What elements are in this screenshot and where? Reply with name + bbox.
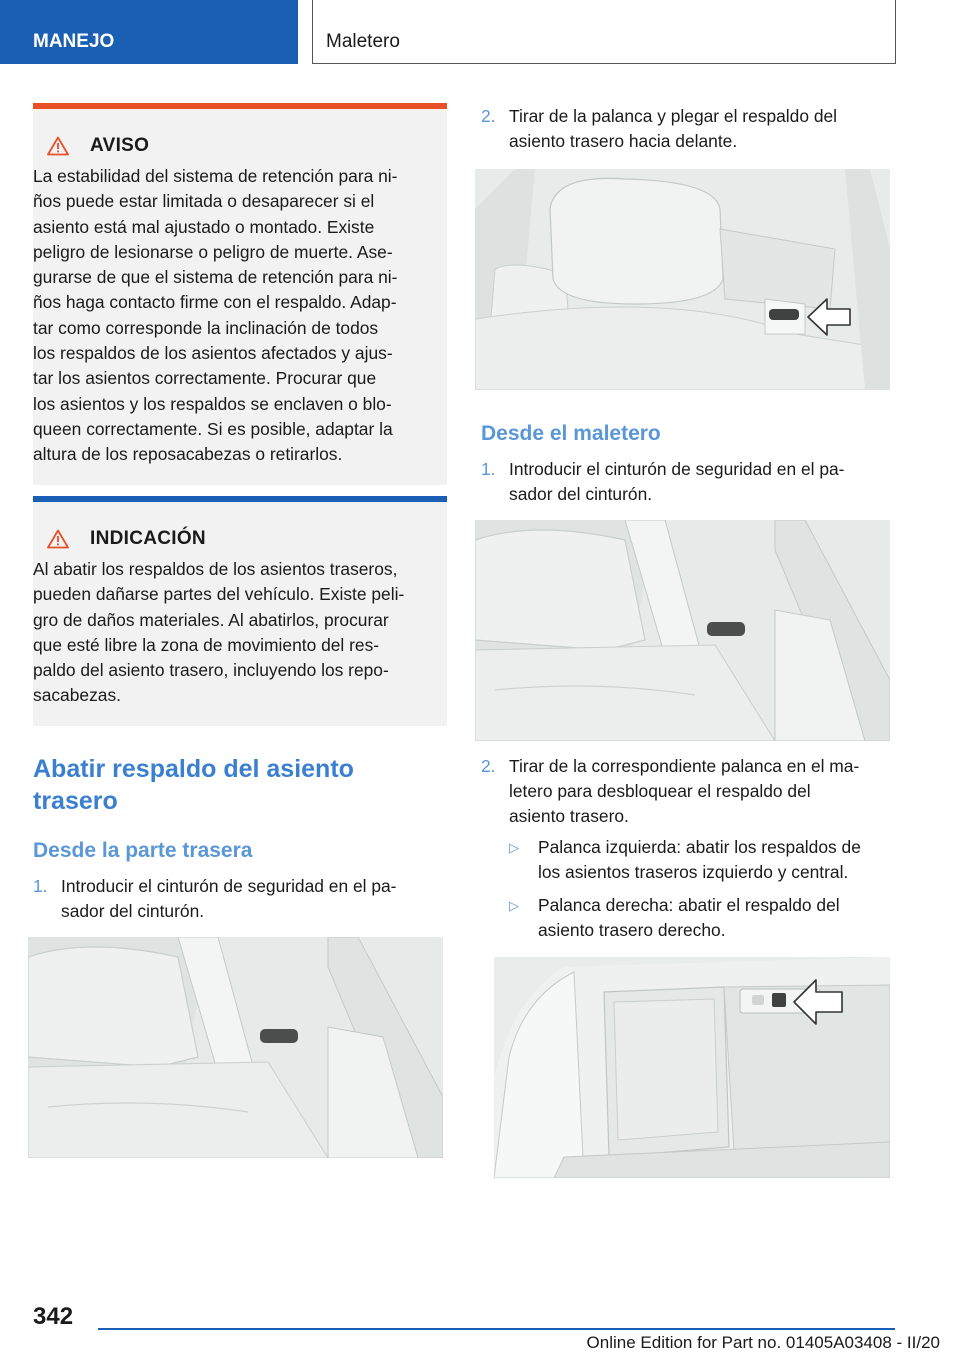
section-title-line: trasero xyxy=(33,787,118,815)
bullet-text xyxy=(538,835,861,885)
rear-step-1 xyxy=(33,874,447,926)
step-line: letero para desbloquear el respaldo del xyxy=(509,781,811,801)
warning-line: tar los asientos correctamente. Procurar que xyxy=(33,368,377,389)
warning-line: gurarse de que el sistema de retención para ni‐ xyxy=(33,267,398,288)
step-line: Tirar de la correspondiente palanca en el ma‐ xyxy=(509,756,860,776)
trunk-lever-image xyxy=(494,957,890,1178)
footer-divider xyxy=(98,1328,895,1330)
warning-text xyxy=(33,164,447,468)
step-text xyxy=(509,754,859,829)
rear-seat-belt-image xyxy=(28,937,443,1158)
bullet-text xyxy=(538,893,840,943)
footer-edition: Online Edition for Part no. 01405A03408 - II/20 xyxy=(586,1333,940,1352)
warning-header xyxy=(47,135,149,157)
notice-line: sacabezas. xyxy=(33,685,121,706)
notice-line: pueden dañarse partes del vehículo. Existe peli‐ xyxy=(33,584,405,605)
step-line: asiento trasero. xyxy=(509,806,629,826)
section-tab: MANEJO xyxy=(0,0,298,64)
notice-line: paldo del asiento trasero, incluyendo los repo‐ xyxy=(33,660,389,681)
section-title xyxy=(33,753,354,817)
warning-box xyxy=(33,103,447,485)
step-line: Tirar de la palanca y plegar el respaldo del xyxy=(509,106,838,126)
step-text xyxy=(509,104,837,154)
bullet-line: Palanca izquierda: abatir los respaldos de xyxy=(538,837,861,857)
notice-title: INDICACIÓN xyxy=(90,528,206,549)
trunk-seat-belt-image xyxy=(475,520,890,741)
step-text xyxy=(509,457,844,507)
step-line: sador del cinturón. xyxy=(509,484,653,504)
rear-step-2 xyxy=(481,104,901,156)
step-number: 1. xyxy=(33,876,48,896)
warning-line: los respaldos de los asientos afectados y ajus‐ xyxy=(33,343,393,364)
page-number: 342 xyxy=(33,1303,74,1330)
notice-text xyxy=(33,557,447,709)
bullet-left-lever xyxy=(509,835,899,887)
warning-line: ños puede estar limitada o desaparecer si el xyxy=(33,191,375,212)
step-line: Introducir el cinturón de seguridad en el pa‐ xyxy=(61,876,397,896)
triangle-bullet-icon: ▷ xyxy=(509,840,519,855)
warning-line: tar como corresponde la inclinación de todos xyxy=(33,317,379,338)
step-line: Introducir el cinturón de seguridad en el pa‐ xyxy=(509,459,845,479)
step-line: sador del cinturón. xyxy=(61,901,205,921)
step-line: asiento trasero hacia delante. xyxy=(509,131,738,151)
triangle-bullet-icon: ▷ xyxy=(509,898,519,913)
notice-line: Al abatir los respaldos de los asientos traseros, xyxy=(33,559,398,579)
warning-line: peligro de lesionarse o peligro de muerte. Ase‐ xyxy=(33,241,393,262)
warning-triangle-icon xyxy=(47,136,69,156)
seat-lever-image xyxy=(475,169,890,390)
bullet-line: asiento trasero derecho. xyxy=(538,920,726,940)
bullet-right-lever xyxy=(509,893,899,945)
trunk-step-2 xyxy=(481,754,901,832)
step-text xyxy=(61,874,396,924)
warning-triangle-icon xyxy=(47,529,69,549)
notice-line: que esté libre la zona de movimiento del res‐ xyxy=(33,634,380,655)
chapter-title: Maletero xyxy=(312,0,896,64)
warning-line: los asientos y los respaldos se enclaven o blo‐ xyxy=(33,393,392,414)
step-number: 2. xyxy=(481,756,496,776)
warning-line: asiento está mal ajustado o montado. Existe xyxy=(33,216,375,237)
step-number: 2. xyxy=(481,106,496,126)
step-number: 1. xyxy=(481,459,496,479)
warning-line: La estabilidad del sistema de retención para ni‐ xyxy=(33,166,398,186)
bullet-line: Palanca derecha: abatir el respaldo del xyxy=(538,895,840,915)
notice-line: gro de daños materiales. Al abatirlos, procurar xyxy=(33,609,389,630)
trunk-step-1 xyxy=(481,457,901,509)
bullet-line: los asientos traseros izquierdo y central. xyxy=(538,862,849,882)
trunk-subtitle: Desde el maletero xyxy=(481,422,661,445)
warning-line: ños haga contacto firme con el respaldo. Adap‐ xyxy=(33,292,397,313)
warning-line: altura de los reposacabezas o retirarlos. xyxy=(33,444,343,465)
warning-line: queen correctamente. Si es posible, adaptar la xyxy=(33,418,393,439)
rear-subtitle: Desde la parte trasera xyxy=(33,839,253,862)
section-title-line: Abatir respaldo del asiento xyxy=(33,755,354,783)
notice-box xyxy=(33,496,447,726)
warning-title: AVISO xyxy=(90,135,150,156)
notice-header xyxy=(47,528,206,550)
